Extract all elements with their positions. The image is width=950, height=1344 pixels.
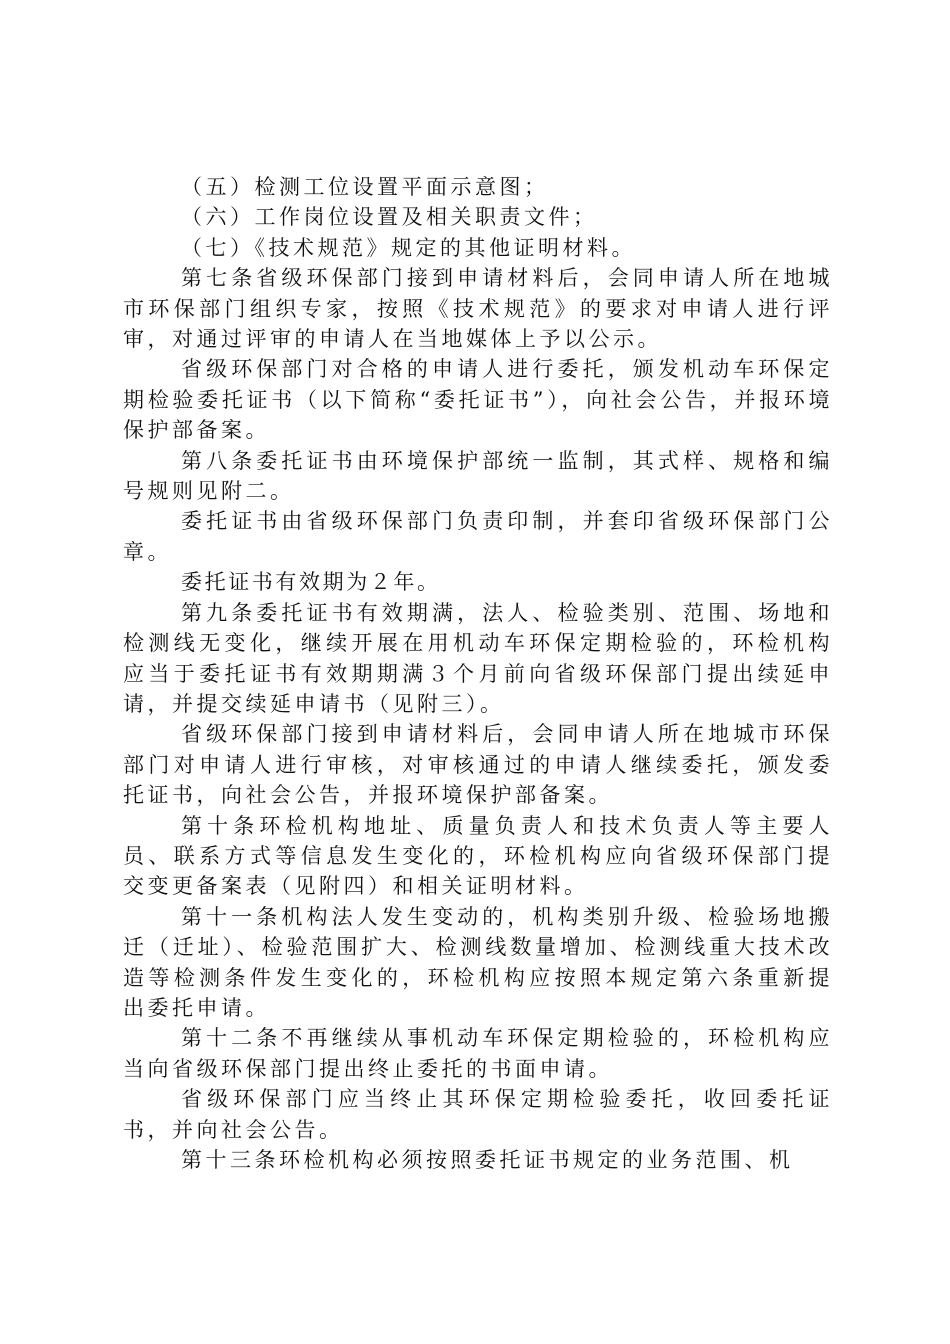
article-9-paragraph: 第九条委托证书有效期满，法人、检验类别、范围、场地和检测线无变化，继续开展在用机动车环保定期检验的，环检机构应当于委托证书有效期期满３个月前向省级环保部门提出续延申请，并提交续延申请书（见附三）。 — [123, 600, 833, 716]
document-body — [123, 172, 833, 1175]
article-8-paragraph-3: 委托证书有效期为２年。 — [181, 570, 441, 595]
article-8-paragraph: 第八条委托证书由环境保护部统一监制，其式样、规格和编号规则见附二。 — [123, 448, 833, 504]
article-7-paragraph-2: 省级环保部门对合格的申请人进行委托，颁发机动车环保定期检验委托证书（以下简称“委托证书”），向社会公告，并报环境保护部备案。 — [123, 357, 833, 443]
article-9-paragraph-2: 省级环保部门接到申请材料后，会同申请人所在地城市环保部门对申请人进行审核，对审核通过的申请人继续委托，颁发委托证书，向社会公告，并报环境保护部备案。 — [123, 722, 833, 808]
paragraph-item-5: （五）检测工位设置平面示意图； — [181, 175, 549, 199]
article-8-paragraph-2: 委托证书由省级环保部门负责印制，并套印省级环保部门公章。 — [123, 509, 833, 564]
paragraph-item-7: （七）《技术规范》规定的其他证明材料。 — [181, 235, 636, 260]
article-12-paragraph: 第十二条不再继续从事机动车环保定期检验的，环检机构应当向省级环保部门提出终止委托的书面申请。 — [123, 1026, 833, 1081]
article-7-paragraph: 第七条省级环保部门接到申请材料后，会同申请人所在地城市环保部门组织专家，按照《技术规范》的要求对申请人进行评审，对通过评审的申请人在当地媒体上予以公示。 — [123, 266, 833, 352]
article-13-paragraph: 第十三条环检机构必须按照委托证书规定的业务范围、机 — [181, 1148, 794, 1172]
article-11-paragraph: 第十一条机构法人发生变动的，机构类别升级、检验场地搬迁（迁址）、检验范围扩大、检测线数量增加、检测线重大技术改造等检测条件发生变化的，环检机构应按照本规定第六条重新提出委托申请。 — [123, 904, 833, 1020]
paragraph-item-6: （六）工作岗位设置及相关职责文件； — [181, 205, 598, 230]
article-10-paragraph: 第十条环检机构地址、质量负责人和技术负责人等主要人员、联系方式等信息发生变化的，环检机构应向省级环保部门提交变更备案表（见附四）和相关证明材料。 — [123, 813, 833, 899]
article-12-paragraph-2: 省级环保部门应当终止其环保定期检验委托，收回委托证书，并向社会公告。 — [123, 1087, 833, 1142]
